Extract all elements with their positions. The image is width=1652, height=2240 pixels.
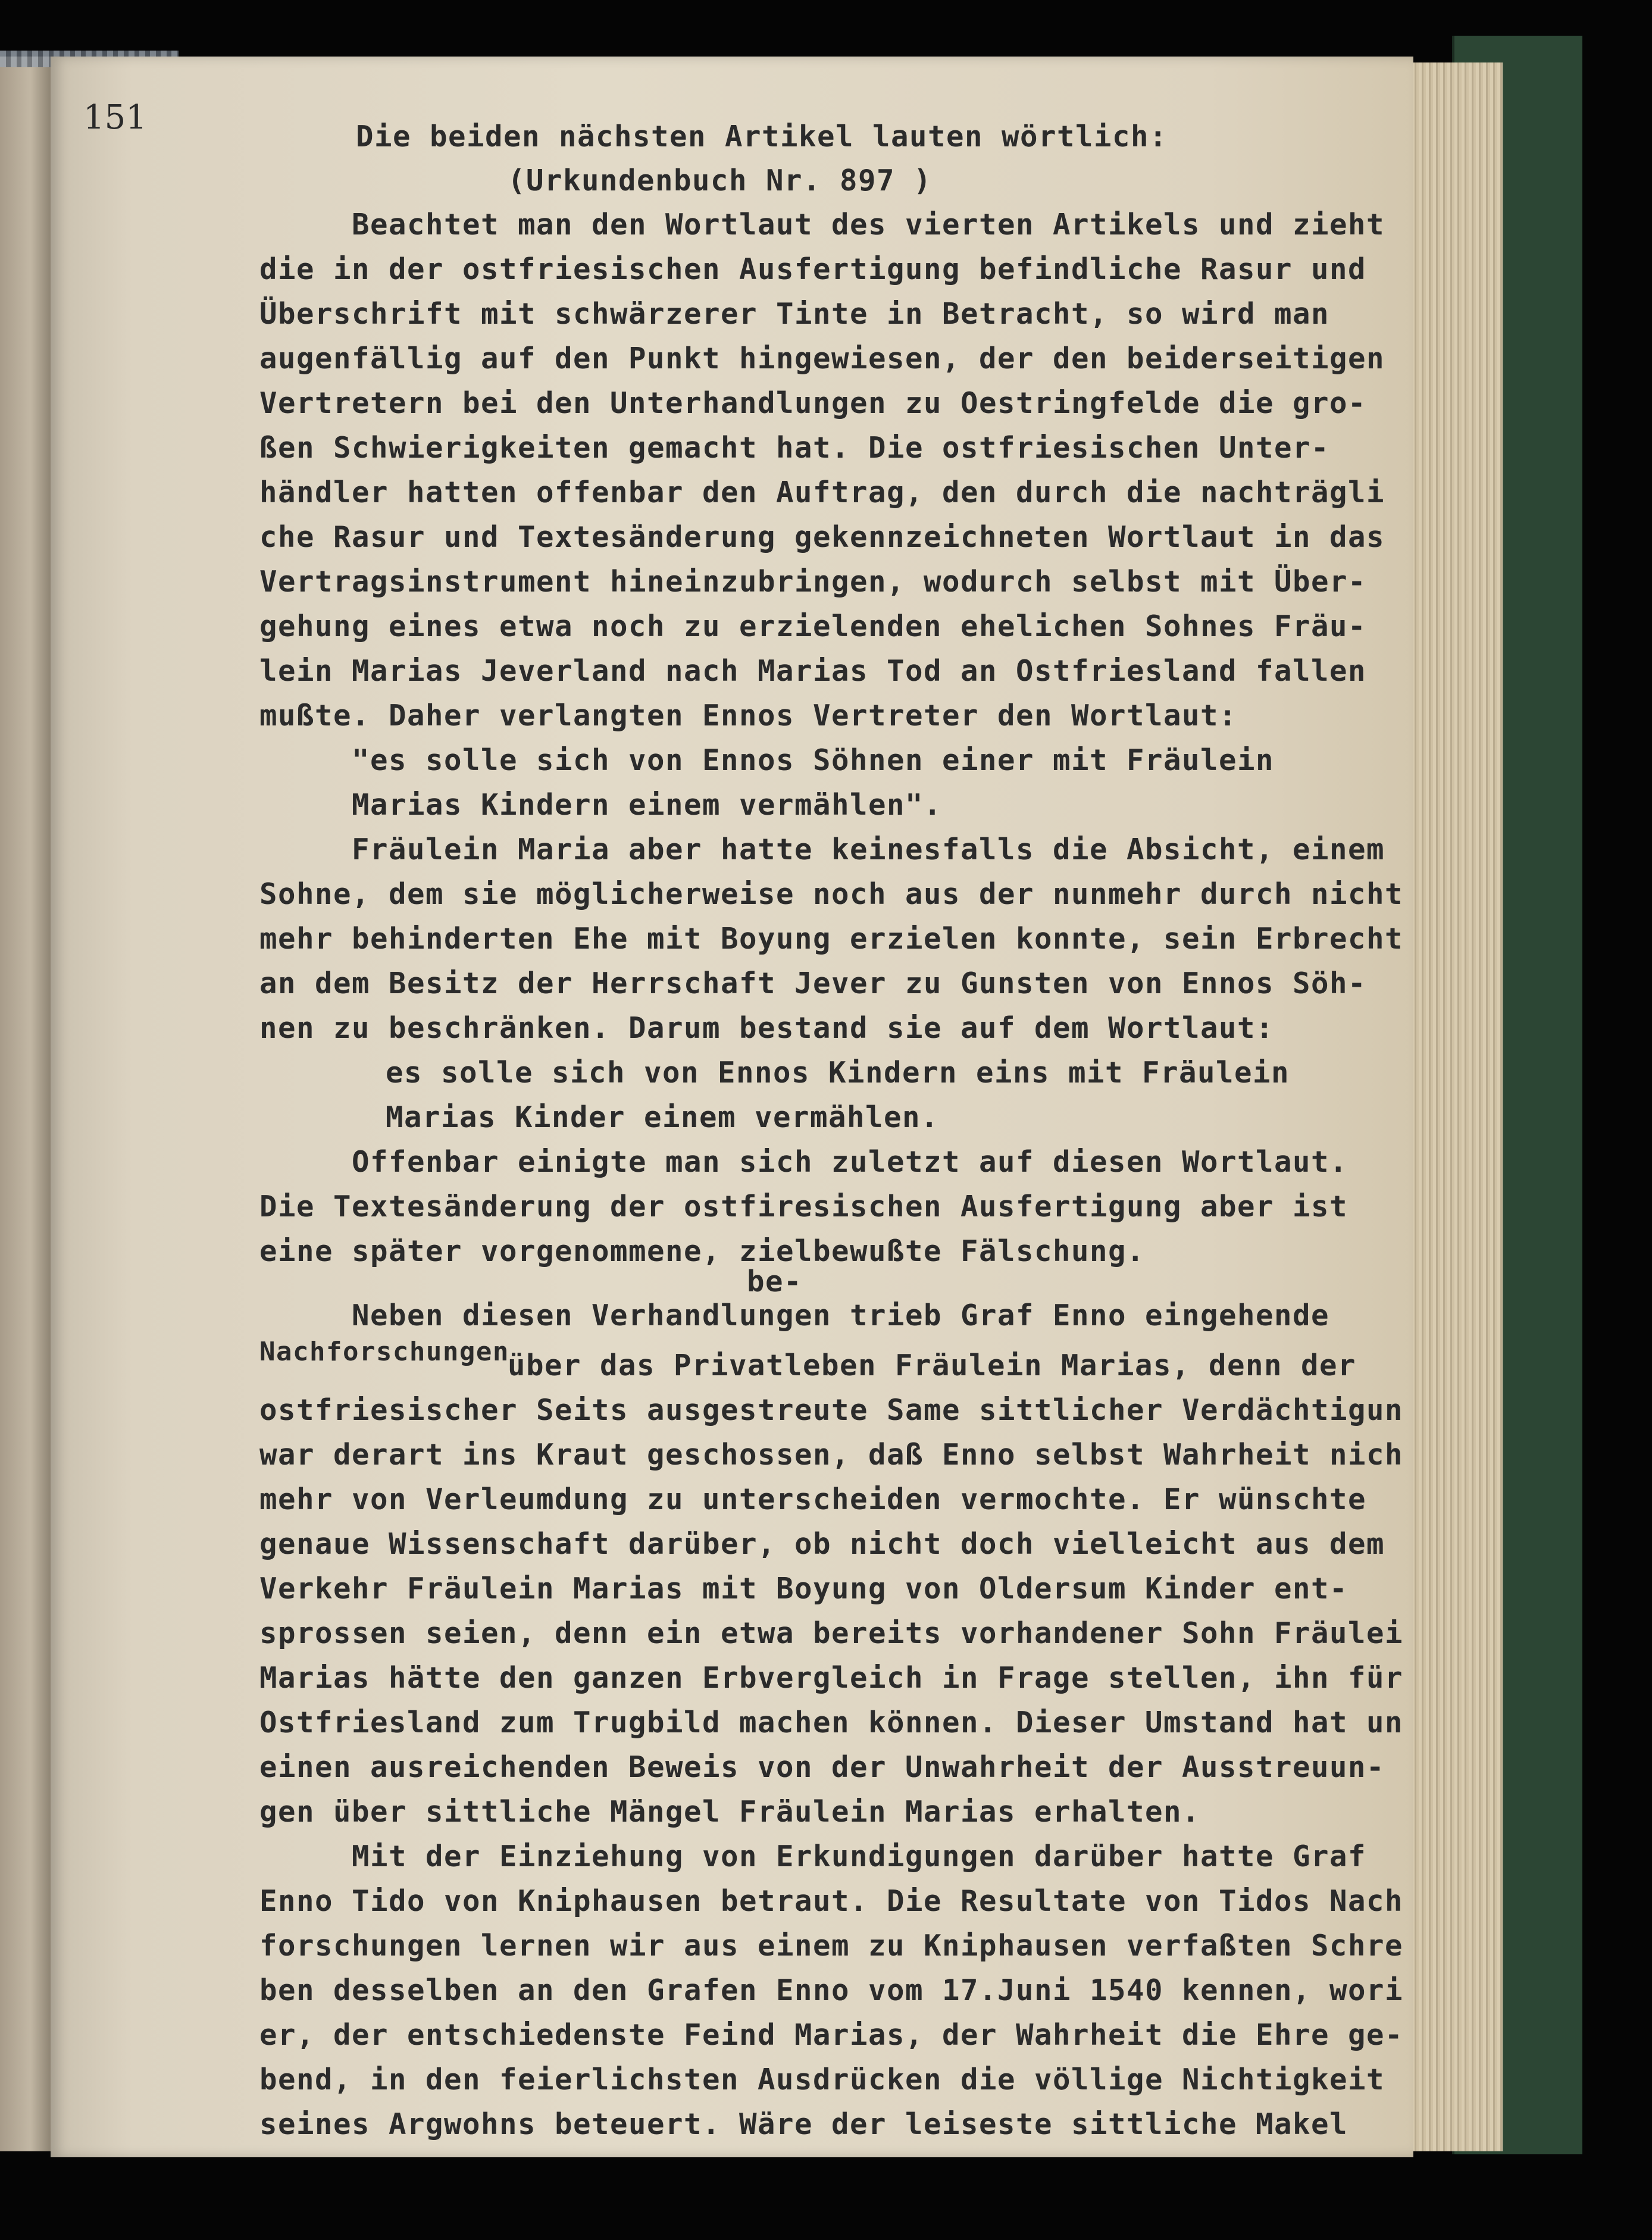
text-line: mehr behinderten Ehe mit Boyung erzielen konnte, sein Erbrecht [259,922,1404,956]
text-line: Fräulein Maria aber hatte keinesfalls die Absicht, einem [352,833,1385,866]
text-line: Ostfriesland zum Trugbild machen können. Dieser Umstand hat un [259,1706,1404,1740]
text-line: über das Privatleben Fräulein Marias, denn der [508,1349,1357,1382]
text-line: Sohne, dem sie möglicherweise noch aus der nunmehr durch nicht [259,877,1404,911]
text-line: gen über sittliche Mängel Fräulein Marias erhalten. [259,1795,1201,1829]
text-line: händler hatten offenbar den Auftrag, den durch die nachträgli [259,475,1385,509]
document-page [51,57,1413,2157]
text-line: mehr von Verleumdung zu unterscheiden vermochte. Er wünschte [259,1482,1367,1516]
text-line: Die beiden nächsten Artikel lauten wörtlich: [356,120,1168,154]
text-line: forschungen lernen wir aus einem zu Kniphausen verfaßten Schre [259,1929,1404,1963]
text-line: Überschrift mit schwärzerer Tinte in Betracht, so wird man [259,297,1330,331]
text-line: Marias Kindern einem vermählen". [352,788,943,822]
text-line: war derart ins Kraut geschossen, daß Enno selbst Wahrheit nich [259,1438,1404,1472]
text-line: Mit der Einziehung von Erkundigungen darüber hatte Graf [352,1839,1367,1873]
text-line: gehung eines etwa noch zu erzielenden ehelichen Sohnes Fräu- [259,609,1367,643]
text-line: ostfriesischer Seits ausgestreute Same sittlicher Verdächtigun [259,1393,1404,1427]
text-line: bend, in den feierlichsten Ausdrücken die völlige Nichtigkeit [259,2063,1385,2097]
text-line: Enno Tido von Kniphausen betraut. Die Resultate von Tidos Nach [259,1884,1404,1918]
text-line: che Rasur und Textesänderung gekennzeichneten Wortlaut in das [259,520,1385,554]
text-line: ßen Schwierigkeiten gemacht hat. Die ostfriesischen Unter- [259,431,1330,465]
text-line: ben desselben an den Grafen Enno vom 17.Juni 1540 kennen, wori [259,1973,1404,2007]
text-line: Beachtet man den Wortlaut des vierten Artikels und zieht [352,208,1385,242]
text-line: nen zu beschränken. Darum bestand sie auf dem Wortlaut: [259,1011,1275,1045]
text-line: er, der entschiedenste Feind Marias, der Wahrheit die Ehre ge- [259,2018,1404,2052]
text-line: an dem Besitz der Herrschaft Jever zu Gunsten von Ennos Söh- [259,966,1367,1000]
text-line: Offenbar einigte man sich zuletzt auf diesen Wortlaut. [352,1145,1348,1179]
text-line: mußte. Daher verlangten Ennos Vertreter den Wortlaut: [259,699,1238,733]
text-line: Vertretern bei den Unterhandlungen zu Oestringfelde die gro- [259,386,1367,420]
text-line: "es solle sich von Ennos Söhnen einer mit Fräulein [352,743,1275,777]
text-line: be- [747,1265,803,1299]
text-line: lein Marias Jeverland nach Marias Tod an Ostfriesland fallen [259,654,1367,688]
text-line: augenfällig auf den Punkt hingewiesen, der den beiderseitigen [259,342,1385,376]
text-line: Verkehr Fräulein Marias mit Boyung von Oldersum Kinder ent- [259,1572,1348,1606]
text-line: einen ausreichenden Beweis von der Unwahrheit der Ausstreuun- [259,1750,1385,1784]
text-line: Die Textesänderung der ostfiresischen Ausfertigung aber ist [259,1190,1348,1224]
text-line: Nachforschungen [259,1337,509,1367]
text-line: Neben diesen Verhandlungen trieb Graf Enno eingehende [352,1299,1330,1332]
text-line: eine später vorgenommene, zielbewußte Fälschung. [259,1234,1146,1268]
text-line: Marias Kinder einem vermählen. [386,1100,940,1134]
text-line: (Urkundenbuch Nr. 897 ) [508,164,933,198]
text-line: Marias hätte den ganzen Erbvergleich in Frage stellen, ihn für [259,1661,1404,1695]
previous-page-edge [0,57,51,2151]
text-line: sprossen seien, denn ein etwa bereits vorhandener Sohn Fräulei [259,1616,1404,1650]
page-number: 151 [83,98,147,137]
text-line: Vertragsinstrument hineinzubringen, wodurch selbst mit Über- [259,565,1367,599]
text-line: es solle sich von Ennos Kindern eins mit Fräulein [386,1056,1290,1090]
page-edges [1404,62,1503,2151]
text-line: genaue Wissenschaft darüber, ob nicht doch vielleicht aus dem [259,1527,1385,1561]
typed-text [51,57,1404,2214]
text-line: seines Argwohns beteuert. Wäre der leiseste sittliche Makel [259,2107,1348,2141]
text-line: die in der ostfriesischen Ausfertigung befindliche Rasur und [259,252,1367,286]
